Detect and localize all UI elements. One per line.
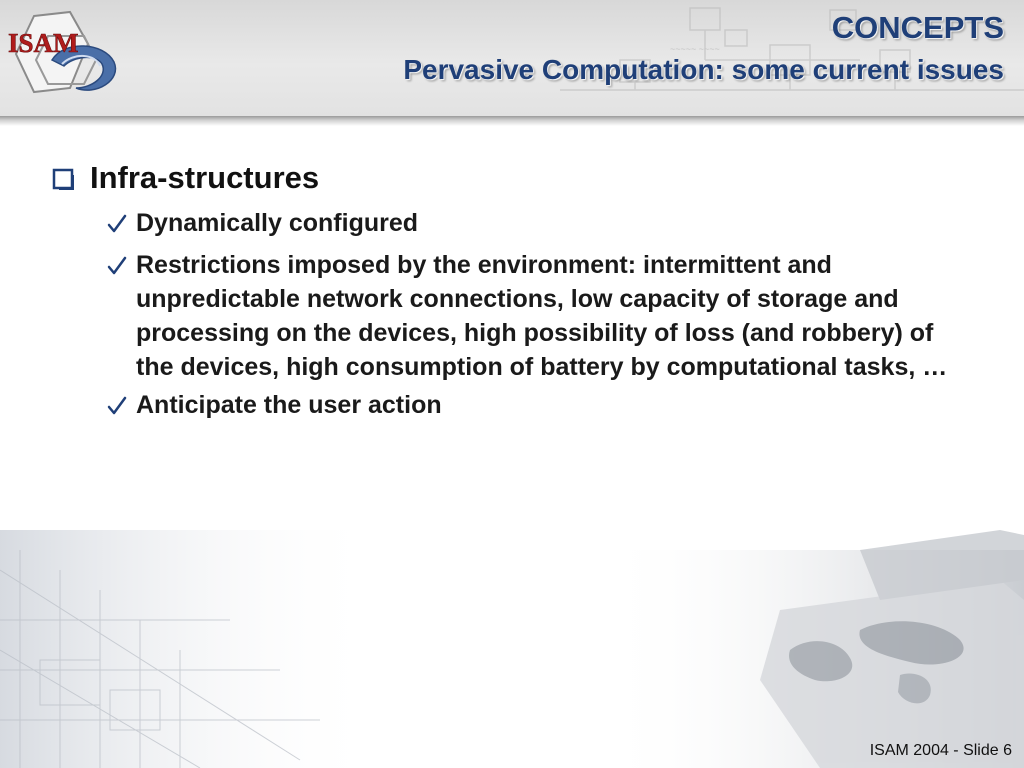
heading-text: Infra-structures	[90, 160, 320, 195]
checkmark-icon	[106, 248, 128, 282]
bullet-heading	[52, 160, 972, 196]
slide-footer: ISAM 2004 - Slide 6	[869, 742, 1012, 759]
svg-text:~~~~~ ~~~~: ~~~~~ ~~~~	[670, 44, 720, 54]
background-decoration	[0, 510, 1024, 768]
slide-content	[52, 160, 972, 422]
checkmark-icon	[106, 206, 128, 240]
isam-logo	[4, 4, 136, 104]
header-shadow	[0, 116, 1024, 126]
list-item-text: Anticipate the user action	[136, 391, 442, 419]
slide-subtitle: Pervasive Computation: some current issues	[403, 54, 1004, 85]
square-bullet-icon	[52, 160, 76, 194]
logo-text: ISAM	[8, 28, 79, 58]
slide-title-block	[403, 8, 1004, 87]
list-item	[106, 206, 972, 240]
checkmark-icon	[106, 388, 128, 422]
list-item-text: Dynamically configured	[136, 209, 419, 237]
list-item	[106, 388, 972, 422]
list-item-text: Restrictions imposed by the environment: intermittent and unpredictable network connections, low capacity of storage and processing on the devices, high possibility of loss (and robbery) of the devices, high consumption of battery by computational tasks, …	[136, 251, 948, 381]
list-item	[106, 248, 972, 384]
slide-title: CONCEPTS	[831, 10, 1004, 45]
